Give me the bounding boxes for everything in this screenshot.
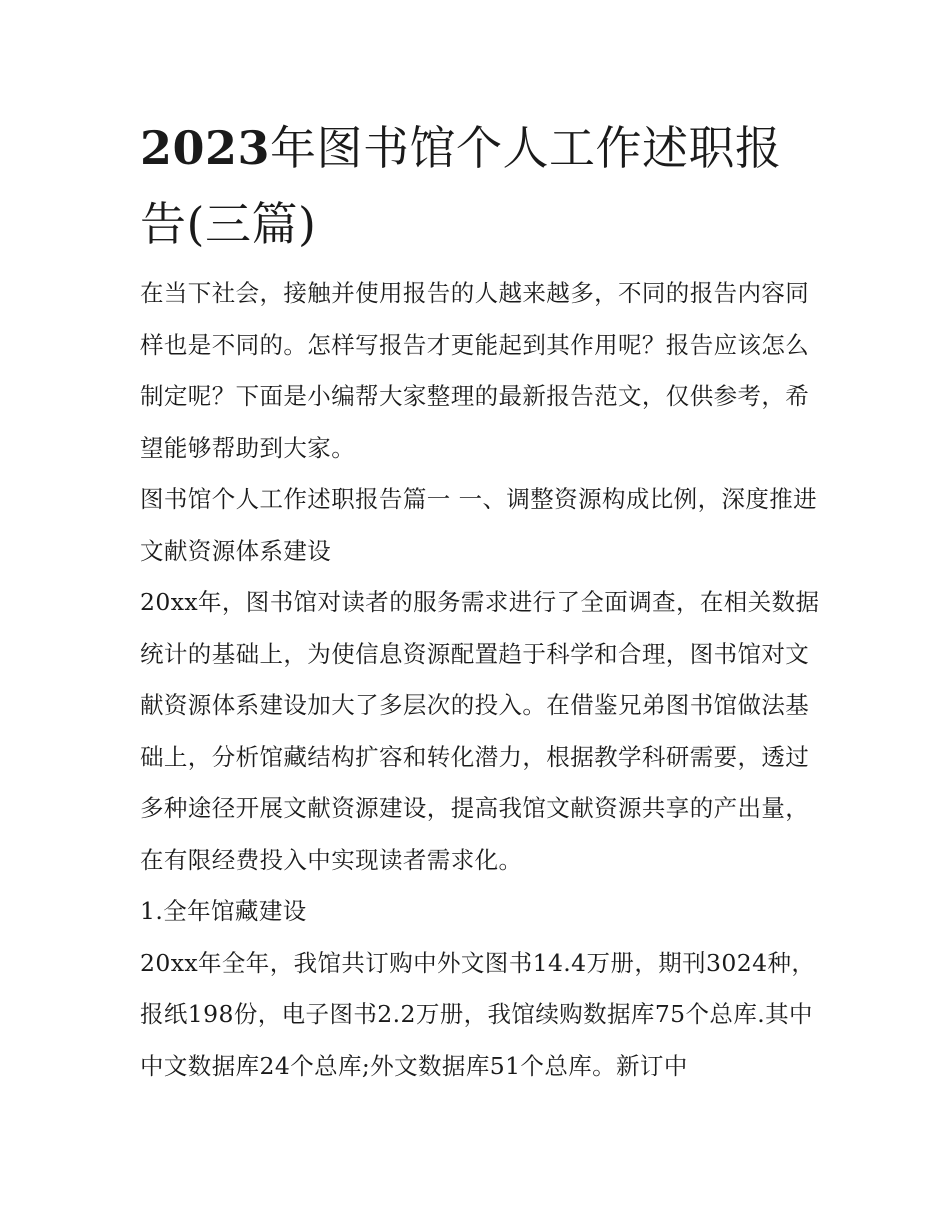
document-body	[140, 268, 820, 1092]
body-paragraph: 20xx年全年，我馆共订购中外文图书14.4万册，期刊3024种，报纸198份，电子图书2.2万册，我馆续购数据库75个总库.其中中文数据库24个总库;外文数据库51个总库。新订中	[140, 948, 816, 1080]
subsection-heading: 1.全年馆藏建设	[140, 897, 307, 925]
section-heading-paragraph: 图书馆个人工作述职报告篇一 一、调整资源构成比例，深度推进文献资源体系建设	[140, 485, 818, 565]
title-text: 年图书馆个人工作述职报告(三篇)	[140, 121, 782, 251]
body-paragraph: 20xx年，图书馆对读者的服务需求进行了全面调查，在相关数据统计的基础上，为使信息资源配置趋于科学和合理，图书馆对文献资源体系建设加大了多层次的投入。在借鉴兄弟图书馆做法基础上，分析馆藏结构扩容和转化潜力，根据教学科研需要，透过多种途径开展文献资源建设，提高我馆文献资源共享的产出量，在有限经费投入中实现读者需求化。	[140, 588, 820, 874]
document-title	[140, 110, 820, 262]
document-page	[140, 110, 820, 1092]
intro-paragraph: 在当下社会，接触并使用报告的人越来越多，不同的报告内容同样也是不同的。怎样写报告才更能起到其作用呢？报告应该怎么制定呢？下面是小编帮大家整理的最新报告范文，仅供参考，希望能够帮助到大家。	[140, 279, 810, 462]
title-year: 2023	[140, 121, 271, 175]
